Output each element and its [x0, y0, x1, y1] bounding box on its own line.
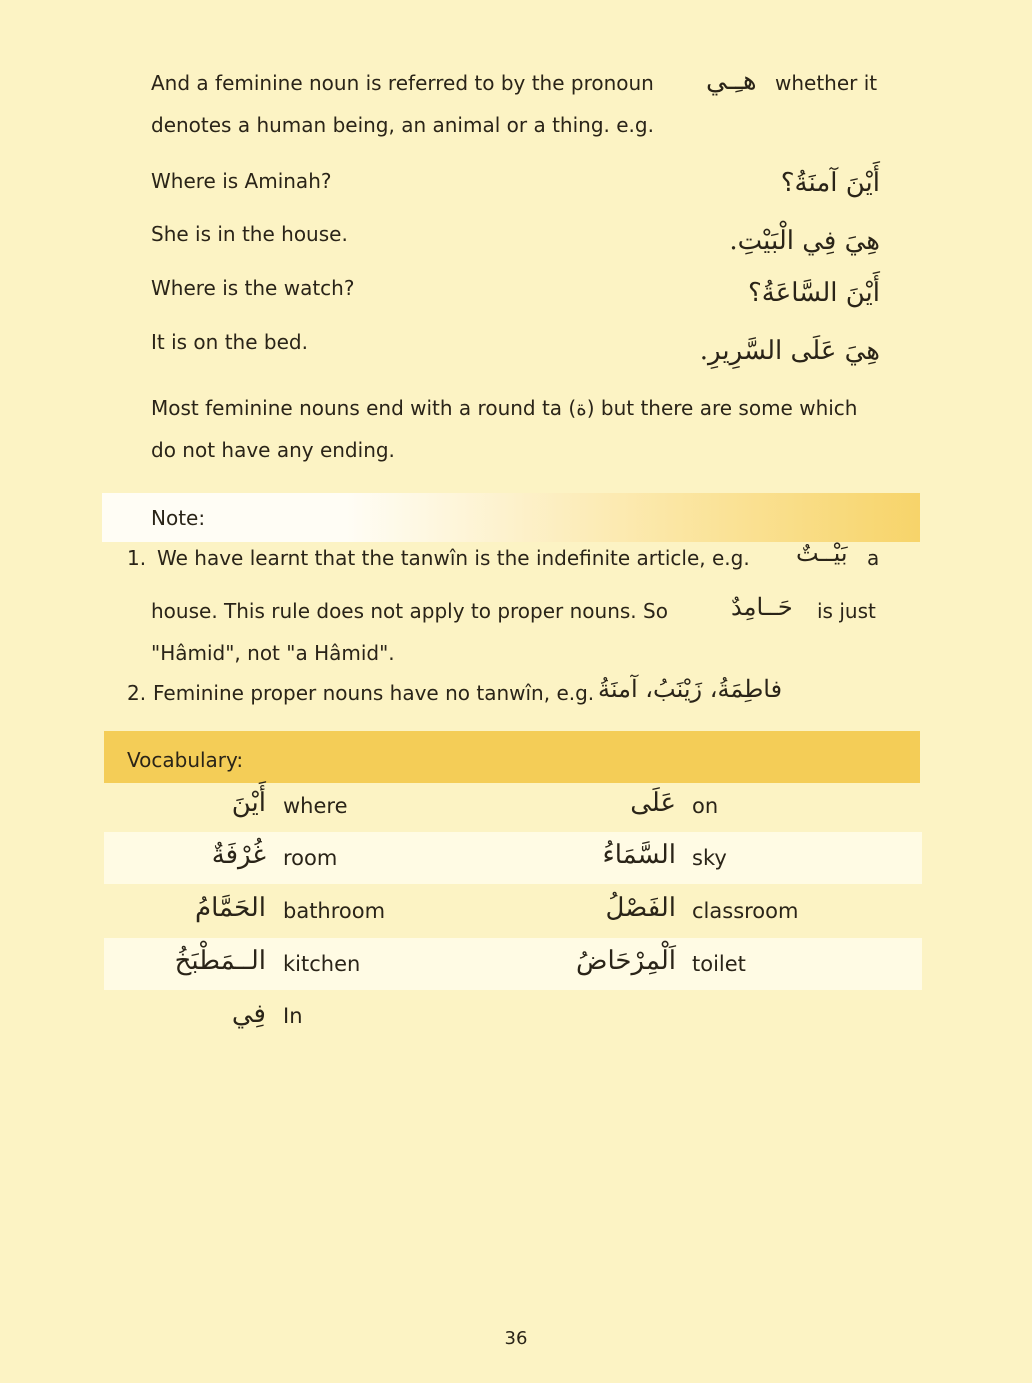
pronoun-hiya: هـِـي: [706, 66, 757, 96]
note-item1-line2-pre: house. This rule does not apply to proper nouns. So: [151, 599, 668, 623]
intro-line1-pre: And a feminine noun is referred to by the pronoun: [151, 71, 654, 95]
vocab-english: room: [283, 846, 338, 870]
example-ar: أَيْنَ آمنَةُ؟: [780, 168, 880, 198]
vocab-arabic: غُرْفَةٌ: [211, 840, 266, 870]
arabic-name-hamid: حَــامِدٌ: [731, 593, 793, 621]
feminine-line2: do not have any ending.: [151, 438, 395, 462]
example-en: Where is Aminah?: [151, 169, 332, 193]
vocab-arabic: الحَمَّامُ: [195, 893, 266, 923]
note-heading: Note:: [151, 506, 206, 530]
vocab-english: where: [283, 794, 348, 818]
example-ar: هِيَ عَلَى السَّرِيرِ.: [699, 336, 880, 366]
note-heading-band: [102, 493, 920, 542]
page-number: 36: [504, 1328, 528, 1349]
vocab-english: on: [692, 794, 719, 818]
vocab-english: bathroom: [283, 899, 386, 923]
intro-line1-post: whether it: [775, 71, 878, 95]
example-en: Where is the watch?: [151, 276, 355, 300]
arabic-word-bayt: بَيْــتٌ: [796, 539, 848, 567]
example-ar: هِيَ فِي الْبَيْتِ.: [729, 226, 880, 256]
example-en: She is in the house.: [151, 222, 348, 246]
vocab-arabic: الفَصْلُ: [605, 893, 676, 923]
arabic-proper-nouns: فاطِمَةُ، زَيْنَبُ، آمنَةُ: [598, 675, 783, 703]
note-item1-line1-post: a: [867, 546, 880, 570]
note-item-number: 1.: [127, 546, 147, 570]
note-item1-line1-pre: We have learnt that the tanwîn is the indefinite article, e.g.: [157, 546, 750, 570]
example-ar: أَيْنَ السَّاعَةُ؟: [747, 278, 880, 308]
intro-line2: denotes a human being, an animal or a thing. e.g.: [151, 113, 654, 137]
note-item-number: 2.: [127, 681, 147, 705]
note-item1-line3: "Hâmid", not "a Hâmid".: [151, 641, 395, 665]
vocab-arabic: عَلَى: [630, 788, 676, 818]
vocab-english: In: [283, 1004, 303, 1028]
vocab-arabic: اَلْمِرْحَاضُ: [576, 946, 676, 976]
vocab-arabic: السَّمَاءُ: [602, 840, 676, 870]
vocab-arabic: أَيْنَ: [231, 788, 266, 818]
feminine-line1: Most feminine nouns end with a round ta (ة) but there are some which: [151, 396, 858, 420]
note-item1-line2-post: is just: [817, 599, 876, 623]
vocab-english: classroom: [692, 899, 799, 923]
example-en: It is on the bed.: [151, 330, 308, 354]
vocabulary-heading: Vocabulary:: [127, 748, 244, 772]
vocab-english: kitchen: [283, 952, 361, 976]
note-item2-text: Feminine proper nouns have no tanwîn, e.g.: [153, 681, 595, 705]
vocab-english: toilet: [692, 952, 746, 976]
vocab-english: sky: [692, 846, 727, 870]
vocab-arabic: الــمَطْبَخُ: [174, 946, 266, 976]
vocab-arabic: فِي: [231, 999, 266, 1029]
